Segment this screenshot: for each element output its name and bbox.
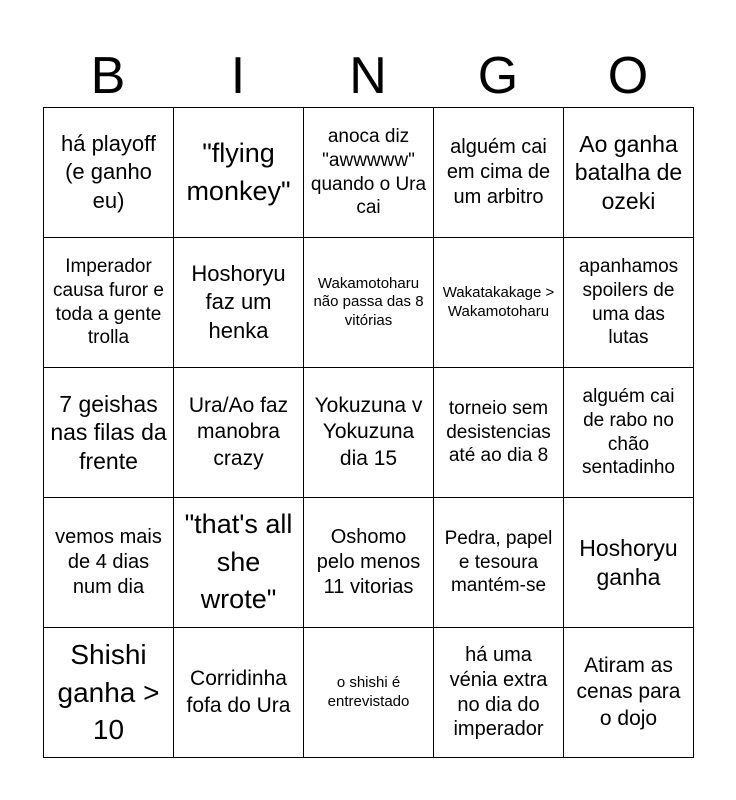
bingo-cell[interactable]: alguém cai de rabo no chão sentadinho: [564, 368, 694, 498]
bingo-cell[interactable]: "that's all she wrote": [174, 498, 304, 628]
bingo-cell[interactable]: há uma vénia extra no dia do imperador: [434, 628, 564, 758]
bingo-cell[interactable]: Yokuzuna v Yokuzuna dia 15: [304, 368, 434, 498]
bingo-cell[interactable]: anoca diz "awwwww" quando o Ura cai: [304, 108, 434, 238]
bingo-cell[interactable]: Atiram as cenas para o dojo: [564, 628, 694, 758]
header-letter-i: I: [230, 47, 246, 105]
bingo-cell[interactable]: vemos mais de 4 dias num dia: [44, 498, 174, 628]
board-row: [44, 368, 694, 498]
bingo-cell[interactable]: Hoshoryu ganha: [564, 498, 694, 628]
bingo-cell[interactable]: "flying monkey": [174, 108, 304, 238]
board-row: [44, 238, 694, 368]
header-letter-b: B: [90, 47, 126, 105]
bingo-cell[interactable]: Oshomo pelo menos 11 vitorias: [304, 498, 434, 628]
bingo-cell[interactable]: alguém cai em cima de um arbitro: [434, 108, 564, 238]
bingo-cell[interactable]: Wakatakakage > Wakamotoharu: [434, 238, 564, 368]
bingo-cell[interactable]: Ao ganha batalha de ozeki: [564, 108, 694, 238]
board-row: [44, 108, 694, 238]
bingo-cell[interactable]: Pedra, papel e tesoura mantém-se: [434, 498, 564, 628]
bingo-cell[interactable]: Shishi ganha > 10: [44, 628, 174, 758]
bingo-header: [43, 44, 693, 108]
header-letter-n: N: [349, 47, 387, 105]
board-row: [44, 498, 694, 628]
bingo-cell[interactable]: Wakamotoharu não passa das 8 vitórias: [304, 238, 434, 368]
bingo-board: [43, 107, 694, 758]
bingo-cell[interactable]: torneio sem desistencias até ao dia 8: [434, 368, 564, 498]
bingo-cell[interactable]: Imperador causa furor e toda a gente trolla: [44, 238, 174, 368]
bingo-cell[interactable]: o shishi é entrevistado: [304, 628, 434, 758]
bingo-cell[interactable]: Ura/Ao faz manobra crazy: [174, 368, 304, 498]
bingo-cell[interactable]: apanhamos spoilers de uma das lutas: [564, 238, 694, 368]
header-letter-g: G: [477, 47, 519, 105]
bingo-cell[interactable]: 7 geishas nas filas da frente: [44, 368, 174, 498]
bingo-cell[interactable]: Corridinha fofa do Ura: [174, 628, 304, 758]
bingo-cell[interactable]: Hoshoryu faz um henka: [174, 238, 304, 368]
header-letter-o: O: [607, 47, 649, 105]
bingo-cell[interactable]: há playoff (e ganho eu): [44, 108, 174, 238]
board-row: [44, 628, 694, 758]
